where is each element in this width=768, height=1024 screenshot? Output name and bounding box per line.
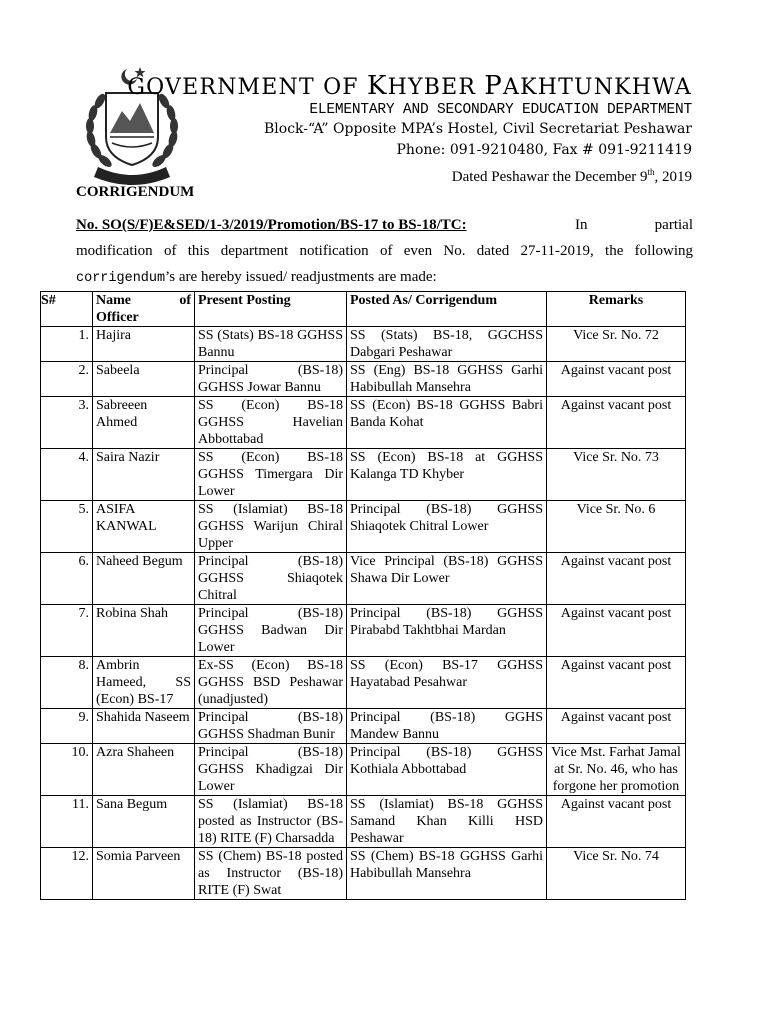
cell-present-posting: Principal (BS-18) GGHSS Shadman Bunir	[195, 709, 347, 744]
table-row	[41, 709, 686, 744]
cell-remarks: Against vacant post	[547, 605, 686, 657]
cell-name: Sabreeen Ahmed	[93, 397, 195, 449]
table-row	[41, 501, 686, 553]
table-row	[41, 657, 686, 709]
cell-name: ASIFA KANWAL	[93, 501, 195, 553]
cell-posted-as: SS (Stats) BS-18, GGCHSS Dabgari Peshawar	[347, 327, 547, 362]
cell-remarks: Against vacant post	[547, 709, 686, 744]
dated-line: Dated Peshawar the December 9th, 2019	[451, 167, 692, 185]
cell-name: Robina Shah	[93, 605, 195, 657]
cell-sn: 10.	[41, 744, 93, 796]
cell-name: Naheed Begum	[93, 553, 195, 605]
table-body	[41, 327, 686, 900]
cell-posted-as: SS (Islamiat) BS-18 GGHSS Samand Khan Killi HSD Peshawar	[347, 796, 547, 848]
header-name: Name of Officer	[93, 292, 195, 327]
cell-posted-as: SS (Econ) BS-17 GGHSS Hayatabad Pesahwar	[347, 657, 547, 709]
cell-present-posting: SS (Islamiat) BS-18 posted as Instructor (BS-18) RITE (F) Charsadda	[195, 796, 347, 848]
reference-number: No. SO(S/F)E&SED/1-3/2019/Promotion/BS-17 to BS-18/TC:	[76, 217, 467, 233]
table-header-row	[41, 292, 686, 327]
department-name: ELEMENTARY AND SECONDARY EDUCATION DEPARTMENT	[309, 102, 692, 118]
cell-present-posting: Principal (BS-18) GGHSS Badwan Dir Lower	[195, 605, 347, 657]
cell-posted-as: Principal (BS-18) GGHSS Kothiala Abbottabad	[347, 744, 547, 796]
cell-posted-as: SS (Chem) BS-18 GGHSS Garhi Habibullah Mansehra	[347, 848, 547, 900]
cell-sn: 8.	[41, 657, 93, 709]
corrigendum-table	[40, 291, 686, 900]
cell-present-posting: Principal (BS-18) GGHSS Khadigzai Dir Lower	[195, 744, 347, 796]
table-row	[41, 327, 686, 362]
government-title: GOVERNMENT OF KHYBER PAKHTUNKHWA	[127, 71, 692, 101]
cell-name: Somia Parveen	[93, 848, 195, 900]
table-row	[41, 744, 686, 796]
cell-name: Ambrin Hameed, SS (Econ) BS-17	[93, 657, 195, 709]
cell-remarks: Vice Mst. Farhat Jamal at Sr. No. 46, who has forgone her promotion	[547, 744, 686, 796]
cell-present-posting: SS (Econ) BS-18 GGHSS Timergara Dir Lower	[195, 449, 347, 501]
cell-sn: 4.	[41, 449, 93, 501]
cell-sn: 12.	[41, 848, 93, 900]
table-row	[41, 605, 686, 657]
cell-remarks: Vice Sr. No. 73	[547, 449, 686, 501]
intro-paragraph: No. SO(S/F)E&SED/1-3/2019/Promotion/BS-17 to BS-18/TC: In partial modification of this department notification of even No. dated 27-11-2019, the following corrigendum’s are hereby issued/ readjustments are made:	[76, 212, 693, 292]
document-title: CORRIGENDUM	[76, 184, 195, 200]
cell-posted-as: Principal (BS-18) GGHSS Pirababd Takhtbhai Mardan	[347, 605, 547, 657]
cell-present-posting: SS (Stats) BS-18 GGHSS Bannu	[195, 327, 347, 362]
cell-sn: 2.	[41, 362, 93, 397]
cell-name: Hajira	[93, 327, 195, 362]
phone-line: Phone: 091-9210480, Fax # 091-9211419	[396, 142, 692, 158]
cell-remarks: Against vacant post	[547, 362, 686, 397]
cell-present-posting: Principal (BS-18) GGHSS Shiaqotek Chitral	[195, 553, 347, 605]
cell-name: Azra Shaheen	[93, 744, 195, 796]
cell-sn: 6.	[41, 553, 93, 605]
cell-present-posting: SS (Econ) BS-18 GGHSS Havelian Abbottabad	[195, 397, 347, 449]
cell-sn: 1.	[41, 327, 93, 362]
cell-posted-as: SS (Eng) BS-18 GGHSS Garhi Habibullah Mansehra	[347, 362, 547, 397]
cell-posted-as: Vice Principal (BS-18) GGHSS Shawa Dir Lower	[347, 553, 547, 605]
cell-name: Saira Nazir	[93, 449, 195, 501]
letterhead	[127, 72, 692, 160]
cell-remarks: Vice Sr. No. 72	[547, 327, 686, 362]
cell-remarks: Against vacant post	[547, 553, 686, 605]
cell-remarks: Vice Sr. No. 74	[547, 848, 686, 900]
cell-present-posting: SS (Islamiat) BS-18 GGHSS Warijun Chiral Upper	[195, 501, 347, 553]
header-posted-as: Posted As/ Corrigendum	[347, 292, 547, 327]
table-row	[41, 848, 686, 900]
table-row	[41, 553, 686, 605]
cell-present-posting: Principal (BS-18) GGHSS Jowar Bannu	[195, 362, 347, 397]
cell-remarks: Against vacant post	[547, 796, 686, 848]
cell-name: Shahida Naseem	[93, 709, 195, 744]
cell-sn: 11.	[41, 796, 93, 848]
cell-remarks: Vice Sr. No. 6	[547, 501, 686, 553]
cell-sn: 3.	[41, 397, 93, 449]
table-row	[41, 449, 686, 501]
cell-posted-as: SS (Econ) BS-18 GGHSS Babri Banda Kohat	[347, 397, 547, 449]
cell-remarks: Against vacant post	[547, 397, 686, 449]
cell-sn: 5.	[41, 501, 93, 553]
header-remarks: Remarks	[547, 292, 686, 327]
cell-present-posting: SS (Chem) BS-18 posted as Instructor (BS-18) RITE (F) Swat	[195, 848, 347, 900]
cell-posted-as: Principal (BS-18) GGHSS Shiaqotek Chitral Lower	[347, 501, 547, 553]
table-row	[41, 796, 686, 848]
cell-sn: 9.	[41, 709, 93, 744]
address-line: Block-“A” Opposite MPA’s Hostel, Civil Secretariat Peshawar	[264, 121, 692, 137]
header-sn: S#	[41, 292, 93, 327]
cell-sn: 7.	[41, 605, 93, 657]
cell-present-posting: Ex-SS (Econ) BS-18 GGHSS BSD Peshawar (unadjusted)	[195, 657, 347, 709]
table-row	[41, 362, 686, 397]
cell-posted-as: Principal (BS-18) GGHS Mandew Bannu	[347, 709, 547, 744]
cell-name: Sana Begum	[93, 796, 195, 848]
table-row	[41, 397, 686, 449]
cell-remarks: Against vacant post	[547, 657, 686, 709]
cell-posted-as: SS (Econ) BS-18 at GGHSS Kalanga TD Khyber	[347, 449, 547, 501]
header-present-posting: Present Posting	[195, 292, 347, 327]
cell-name: Sabeela	[93, 362, 195, 397]
